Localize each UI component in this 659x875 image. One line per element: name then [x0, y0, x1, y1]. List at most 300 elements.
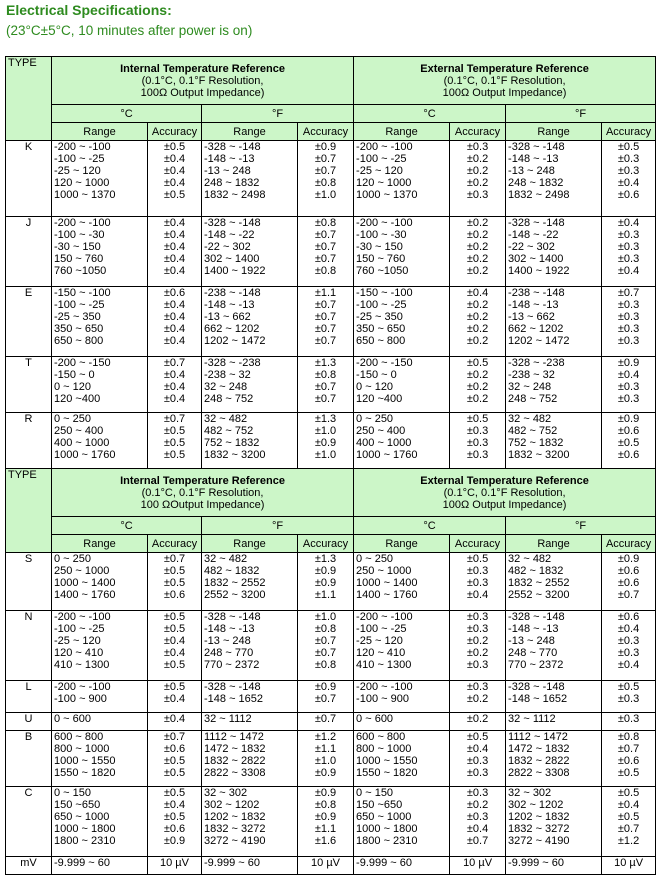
range-header: Range: [506, 123, 602, 141]
range-value: 752 ~ 1832: [508, 437, 564, 449]
accuracy-cell: [602, 611, 656, 681]
accuracy-value: ±0.9: [314, 437, 337, 449]
accuracy-value: ±0.7: [163, 413, 186, 425]
accuracy-value: ±0.5: [617, 681, 640, 693]
accuracy-cell: [602, 553, 656, 611]
accuracy-value: ±0.5: [163, 755, 186, 767]
accuracy-value: ±0.3: [466, 659, 489, 671]
accuracy-value: ±0.2: [466, 217, 489, 229]
range-value: 1400 ~ 1760: [54, 589, 116, 601]
accuracy-value: ±0.7: [314, 253, 337, 265]
accuracy-cell: [298, 713, 354, 731]
accuracy-cell: [602, 681, 656, 713]
range-value: 800 ~ 1000: [356, 743, 412, 755]
accuracy-value: ±0.7: [314, 229, 337, 241]
range-value: 1832 ~ 3272: [204, 823, 266, 835]
range-value: -13 ~ 662: [204, 311, 251, 323]
range-value: -13 ~ 248: [508, 635, 555, 647]
range-value: -200 ~ -100: [356, 217, 413, 229]
accuracy-cell: [602, 357, 656, 413]
accuracy-cell: [298, 681, 354, 713]
range-header: Range: [202, 123, 298, 141]
type-header: TYPE: [6, 57, 52, 141]
range-value: 482 ~ 752: [508, 425, 558, 437]
range-value: 120 ~ 410: [356, 647, 406, 659]
accuracy-value: ±1.1: [314, 287, 337, 299]
accuracy-value: ±0.7: [163, 553, 186, 565]
range-value: 32 ~ 248: [508, 381, 552, 393]
range-value: 1202 ~ 1832: [204, 811, 266, 823]
thermocouple-type: R: [6, 413, 52, 469]
range-value: 302 ~ 1400: [204, 253, 260, 265]
accuracy-value: ±1.0: [314, 755, 337, 767]
accuracy-value: ±0.7: [617, 823, 640, 835]
range-value: 0 ~ 250: [356, 553, 394, 565]
accuracy-value: ±0.3: [466, 623, 489, 635]
range-cell: [202, 681, 298, 713]
range-value: -148 ~ -13: [204, 623, 255, 635]
table-row: [6, 681, 656, 713]
table-row: [6, 217, 656, 287]
range-value: 1202 ~ 1472: [204, 335, 266, 347]
unit-fahrenheit-header: °F: [202, 105, 354, 123]
range-cell: [52, 713, 148, 731]
accuracy-value: ±0.7: [314, 647, 337, 659]
accuracy-value: ±0.3: [617, 635, 640, 647]
accuracy-cell: [298, 787, 354, 857]
accuracy-value: ±0.6: [163, 743, 186, 755]
range-value: -13 ~ 662: [508, 311, 555, 323]
range-header: Range: [506, 535, 602, 553]
thermocouple-type: T: [6, 357, 52, 413]
accuracy-value: ±0.4: [163, 265, 186, 277]
accuracy-value: ±0.2: [466, 693, 489, 705]
accuracy-value: ±0.7: [314, 335, 337, 347]
accuracy-value: ±0.9: [617, 413, 640, 425]
accuracy-cell: [450, 287, 506, 357]
accuracy-value: ±0.3: [617, 253, 640, 265]
range-value: 1832 ~ 3200: [204, 449, 266, 461]
spec-table: [5, 56, 656, 875]
range-value: 32 ~ 302: [204, 787, 248, 799]
spec-table-section-2: [6, 469, 656, 553]
range-value: -25 ~ 120: [54, 165, 101, 177]
range-value: -200 ~ -100: [356, 141, 413, 153]
range-value: -25 ~ 120: [356, 635, 403, 647]
range-cell: [506, 611, 602, 681]
range-value: 150 ~650: [356, 799, 403, 811]
range-value: -148 ~ -13: [508, 623, 559, 635]
range-value: 2552 ~ 3200: [508, 589, 570, 601]
range-value: 250 ~ 1000: [54, 565, 110, 577]
range-cell: [202, 731, 298, 787]
accuracy-value: ±0.3: [466, 681, 489, 693]
accuracy-cell: [298, 731, 354, 787]
accuracy-value: ±0.4: [617, 369, 640, 381]
accuracy-value: ±1.1: [314, 823, 337, 835]
accuracy-cell: [148, 287, 202, 357]
range-value: 1832 ~ 2552: [508, 577, 570, 589]
range-value: 600 ~ 800: [54, 731, 104, 743]
range-value: 32 ~ 1112: [204, 713, 252, 725]
type-header: TYPE: [6, 469, 52, 553]
range-value: -328 ~ -148: [508, 611, 565, 623]
accuracy-header: Accuracy: [450, 123, 506, 141]
range-value: -200 ~ -100: [54, 141, 111, 153]
accuracy-value: ±0.3: [617, 311, 640, 323]
accuracy-value: ±0.9: [617, 553, 640, 565]
range-value: -100 ~ -25: [54, 623, 105, 635]
accuracy-value: ±0.2: [466, 177, 489, 189]
range-cell: [506, 217, 602, 287]
accuracy-value: ±0.5: [163, 659, 186, 671]
accuracy-value: ±0.7: [314, 241, 337, 253]
range-value: 0 ~ 150: [356, 787, 394, 799]
accuracy-cell: [450, 713, 506, 731]
accuracy-value: ±1.0: [314, 189, 337, 201]
range-cell: [52, 357, 148, 413]
range-value: -9.999 ~ 60: [356, 857, 413, 869]
range-value: -100 ~ 900: [356, 693, 409, 705]
accuracy-value: ±0.4: [163, 177, 186, 189]
range-cell: [354, 413, 450, 469]
range-value: 1000 ~ 1760: [54, 449, 116, 461]
range-value: 650 ~ 800: [356, 335, 406, 347]
accuracy-value: ±0.4: [466, 823, 489, 835]
range-value: -148 ~ -22: [508, 229, 559, 241]
accuracy-cell: [298, 611, 354, 681]
accuracy-header: Accuracy: [148, 535, 202, 553]
accuracy-value: ±0.4: [617, 799, 640, 811]
accuracy-value: ±0.3: [617, 381, 640, 393]
accuracy-value: ±0.7: [314, 381, 337, 393]
accuracy-cell: [450, 787, 506, 857]
range-value: 400 ~ 1000: [356, 437, 412, 449]
accuracy-value: ±0.7: [314, 165, 337, 177]
accuracy-value: ±0.2: [466, 647, 489, 659]
accuracy-value: ±0.4: [617, 659, 640, 671]
accuracy-value: ±1.0: [314, 611, 337, 623]
range-cell: [506, 141, 602, 217]
range-value: 650 ~ 1000: [356, 811, 412, 823]
accuracy-value: ±0.3: [466, 611, 489, 623]
range-value: 32 ~ 482: [508, 413, 552, 425]
range-cell: [202, 713, 298, 731]
range-value: -200 ~ -150: [356, 357, 413, 369]
accuracy-value: ±0.4: [163, 165, 186, 177]
accuracy-value: ±0.6: [163, 589, 186, 601]
range-value: 1000 ~ 1370: [356, 189, 418, 201]
accuracy-value: ±0.6: [617, 565, 640, 577]
accuracy-value: 10 µV: [614, 857, 644, 869]
accuracy-value: ±0.5: [163, 189, 186, 201]
range-value: 400 ~ 1000: [54, 437, 110, 449]
accuracy-value: ±1.3: [314, 357, 337, 369]
accuracy-value: ±0.7: [617, 287, 640, 299]
accuracy-value: ±0.4: [163, 299, 186, 311]
accuracy-value: ±0.7: [314, 693, 337, 705]
range-value: -100 ~ -25: [54, 299, 105, 311]
range-value: -148 ~ -13: [508, 299, 559, 311]
range-value: 1800 ~ 2310: [54, 835, 116, 847]
accuracy-cell: [298, 357, 354, 413]
accuracy-value: ±0.8: [314, 177, 337, 189]
range-value: 150 ~ 760: [356, 253, 406, 265]
accuracy-cell: [298, 553, 354, 611]
accuracy-value: ±0.6: [163, 823, 186, 835]
table-row: [6, 857, 656, 875]
accuracy-value: ±0.6: [617, 425, 640, 437]
accuracy-value: ±0.2: [466, 713, 489, 725]
accuracy-value: ±0.4: [617, 623, 640, 635]
range-cell: [202, 141, 298, 217]
range-cell: [354, 681, 450, 713]
accuracy-value: ±0.5: [163, 811, 186, 823]
accuracy-value: ±0.4: [163, 381, 186, 393]
accuracy-cell: [602, 141, 656, 217]
range-value: -200 ~ -100: [356, 611, 413, 623]
accuracy-cell: [298, 141, 354, 217]
accuracy-value: ±0.2: [466, 153, 489, 165]
range-value: 3272 ~ 4190: [204, 835, 266, 847]
range-cell: [354, 141, 450, 217]
accuracy-value: ±0.8: [617, 731, 640, 743]
range-value: 1000 ~ 1800: [356, 823, 418, 835]
accuracy-value: ±0.6: [617, 189, 640, 201]
accuracy-cell: [148, 787, 202, 857]
accuracy-value: ±0.4: [163, 253, 186, 265]
range-cell: [52, 857, 148, 875]
range-value: 1800 ~ 2310: [356, 835, 418, 847]
accuracy-cell: [148, 357, 202, 413]
range-value: 760 ~1050: [356, 265, 409, 277]
range-value: -25 ~ 120: [54, 635, 101, 647]
external-reference-resolution: (0.1°C, 0.1°F Resolution,: [443, 486, 566, 499]
accuracy-value: ±0.9: [314, 565, 337, 577]
range-value: 1112 ~ 1472: [204, 731, 264, 743]
accuracy-value: ±0.5: [466, 413, 489, 425]
accuracy-cell: [450, 857, 506, 875]
accuracy-value: ±0.5: [163, 623, 186, 635]
range-value: -25 ~ 120: [356, 165, 403, 177]
unit-celsius-header: °C: [52, 517, 202, 535]
accuracy-value: ±0.3: [466, 141, 489, 153]
table-row: [6, 611, 656, 681]
accuracy-value: ±0.6: [617, 611, 640, 623]
range-value: 1832 ~ 2498: [204, 189, 266, 201]
accuracy-value: ±0.3: [466, 767, 489, 779]
external-reference-impedance: 100Ω Output Impedance): [442, 86, 567, 99]
range-value: 650 ~ 800: [54, 335, 104, 347]
accuracy-cell: [602, 713, 656, 731]
thermocouple-type: C: [6, 787, 52, 857]
internal-reference-impedance: 100 ΩOutput Impedance): [140, 498, 265, 511]
range-cell: [52, 217, 148, 287]
accuracy-value: ±0.9: [314, 681, 337, 693]
accuracy-value: ±0.9: [314, 787, 337, 799]
accuracy-value: ±0.6: [617, 755, 640, 767]
range-value: 250 ~ 400: [54, 425, 104, 437]
range-value: 0 ~ 120: [356, 381, 394, 393]
range-cell: [354, 857, 450, 875]
accuracy-cell: [450, 681, 506, 713]
range-value: -150 ~ 0: [54, 369, 95, 381]
table-row: [6, 731, 656, 787]
accuracy-value: ±0.3: [466, 437, 489, 449]
accuracy-value: ±0.7: [314, 311, 337, 323]
range-cell: [52, 681, 148, 713]
range-value: 2822 ~ 3308: [204, 767, 266, 779]
range-value: 248 ~ 752: [204, 393, 254, 405]
accuracy-value: ±1.1: [314, 589, 337, 601]
accuracy-cell: [298, 287, 354, 357]
accuracy-value: ±0.3: [617, 323, 640, 335]
unit-celsius-header: °C: [354, 105, 506, 123]
range-value: -13 ~ 248: [204, 165, 251, 177]
range-value: 1112 ~ 1472: [508, 731, 568, 743]
range-value: 1472 ~ 1832: [508, 743, 570, 755]
accuracy-value: ±0.5: [466, 553, 489, 565]
unit-fahrenheit-header: °F: [506, 105, 656, 123]
accuracy-value: ±0.5: [163, 141, 186, 153]
accuracy-cell: [450, 141, 506, 217]
range-value: -328 ~ -148: [204, 141, 261, 153]
accuracy-value: ±0.7: [314, 323, 337, 335]
accuracy-value: ±1.1: [314, 743, 337, 755]
range-value: -148 ~ -13: [204, 153, 255, 165]
range-cell: [202, 287, 298, 357]
range-value: -200 ~ -100: [356, 681, 413, 693]
range-value: 248 ~ 752: [508, 393, 558, 405]
range-value: -148 ~ 1652: [204, 693, 264, 705]
accuracy-value: ±0.4: [163, 635, 186, 647]
accuracy-value: ±0.4: [163, 799, 186, 811]
accuracy-value: ±0.5: [617, 141, 640, 153]
range-cell: [354, 713, 450, 731]
accuracy-value: ±0.8: [314, 265, 337, 277]
accuracy-cell: [148, 713, 202, 731]
accuracy-value: ±0.4: [466, 743, 489, 755]
range-value: 410 ~ 1300: [54, 659, 110, 671]
accuracy-value: ±0.2: [466, 299, 489, 311]
range-value: 2822 ~ 3308: [508, 767, 570, 779]
accuracy-value: ±0.5: [617, 437, 640, 449]
range-value: -13 ~ 248: [508, 165, 555, 177]
accuracy-value: ±0.5: [163, 787, 186, 799]
accuracy-value: ±0.8: [314, 659, 337, 671]
range-value: -148 ~ -13: [204, 299, 255, 311]
accuracy-value: ±0.5: [163, 611, 186, 623]
internal-reference-title: Internal Temperature Reference: [120, 474, 285, 487]
range-value: -238 ~ 32: [204, 369, 251, 381]
accuracy-value: ±0.2: [466, 311, 489, 323]
range-value: 1000 ~ 1550: [54, 755, 116, 767]
range-value: 800 ~ 1000: [54, 743, 110, 755]
range-cell: [506, 287, 602, 357]
range-value: -238 ~ 32: [508, 369, 555, 381]
accuracy-value: ±0.7: [314, 299, 337, 311]
accuracy-cell: [148, 141, 202, 217]
range-value: 1000 ~ 1400: [54, 577, 116, 589]
range-value: 1472 ~ 1832: [204, 743, 266, 755]
range-cell: [506, 713, 602, 731]
range-value: 120 ~ 410: [54, 647, 104, 659]
range-cell: [506, 553, 602, 611]
range-value: 770 ~ 2372: [204, 659, 260, 671]
range-value: -150 ~ -100: [54, 287, 111, 299]
thermocouple-type: S: [6, 553, 52, 611]
range-value: 1400 ~ 1760: [356, 589, 418, 601]
range-header: Range: [354, 535, 450, 553]
accuracy-header: Accuracy: [298, 535, 354, 553]
range-value: 0 ~ 120: [54, 381, 92, 393]
range-value: -200 ~ -100: [54, 217, 111, 229]
accuracy-value: ±0.3: [617, 165, 640, 177]
accuracy-cell: [602, 857, 656, 875]
range-value: 120 ~400: [356, 393, 403, 405]
spec-table-body-2: [6, 553, 656, 875]
range-value: -328 ~ -238: [508, 357, 565, 369]
range-value: 1000 ~ 1550: [356, 755, 418, 767]
range-cell: [52, 141, 148, 217]
range-value: 2552 ~ 3200: [204, 589, 266, 601]
unit-fahrenheit-header: °F: [506, 517, 656, 535]
range-value: 1832 ~ 2822: [204, 755, 266, 767]
accuracy-value: 10 µV: [311, 857, 340, 869]
range-value: 1000 ~ 1370: [54, 189, 116, 201]
accuracy-value: ±1.2: [314, 731, 337, 743]
range-value: 32 ~ 302: [508, 787, 552, 799]
range-value: 1832 ~ 2498: [508, 189, 570, 201]
range-value: -328 ~ -148: [204, 611, 261, 623]
accuracy-value: ±0.5: [163, 449, 186, 461]
accuracy-value: ±0.2: [466, 165, 489, 177]
range-value: -30 ~ 150: [356, 241, 403, 253]
page-title: Electrical Specifications:: [6, 2, 172, 18]
range-value: -200 ~ -100: [54, 681, 111, 693]
thermocouple-type: B: [6, 731, 52, 787]
accuracy-cell: [602, 731, 656, 787]
accuracy-value: ±0.3: [466, 189, 489, 201]
range-value: 350 ~ 650: [54, 323, 104, 335]
accuracy-value: ±0.3: [466, 787, 489, 799]
external-reference-title: External Temperature Reference: [420, 62, 589, 75]
table-row: [6, 141, 656, 217]
accuracy-value: 10 µV: [160, 857, 189, 869]
range-cell: [354, 287, 450, 357]
range-value: -148 ~ -22: [204, 229, 255, 241]
accuracy-cell: [298, 857, 354, 875]
range-cell: [202, 787, 298, 857]
accuracy-header: Accuracy: [298, 123, 354, 141]
accuracy-value: ±0.4: [163, 217, 186, 229]
range-value: 120 ~ 1000: [356, 177, 412, 189]
range-value: 1832 ~ 2822: [508, 755, 570, 767]
accuracy-value: ±0.3: [617, 299, 640, 311]
range-value: -100 ~ 900: [54, 693, 107, 705]
accuracy-value: ±0.4: [617, 177, 640, 189]
range-value: -100 ~ -25: [356, 299, 407, 311]
range-value: -238 ~ -148: [204, 287, 261, 299]
range-value: 150 ~650: [54, 799, 101, 811]
range-value: 770 ~ 2372: [508, 659, 564, 671]
accuracy-value: ±0.3: [617, 229, 640, 241]
unit-celsius-header: °C: [354, 517, 506, 535]
accuracy-value: ±0.4: [466, 589, 489, 601]
accuracy-value: ±0.4: [163, 153, 186, 165]
accuracy-value: ±0.2: [466, 241, 489, 253]
range-value: -328 ~ -238: [204, 357, 261, 369]
